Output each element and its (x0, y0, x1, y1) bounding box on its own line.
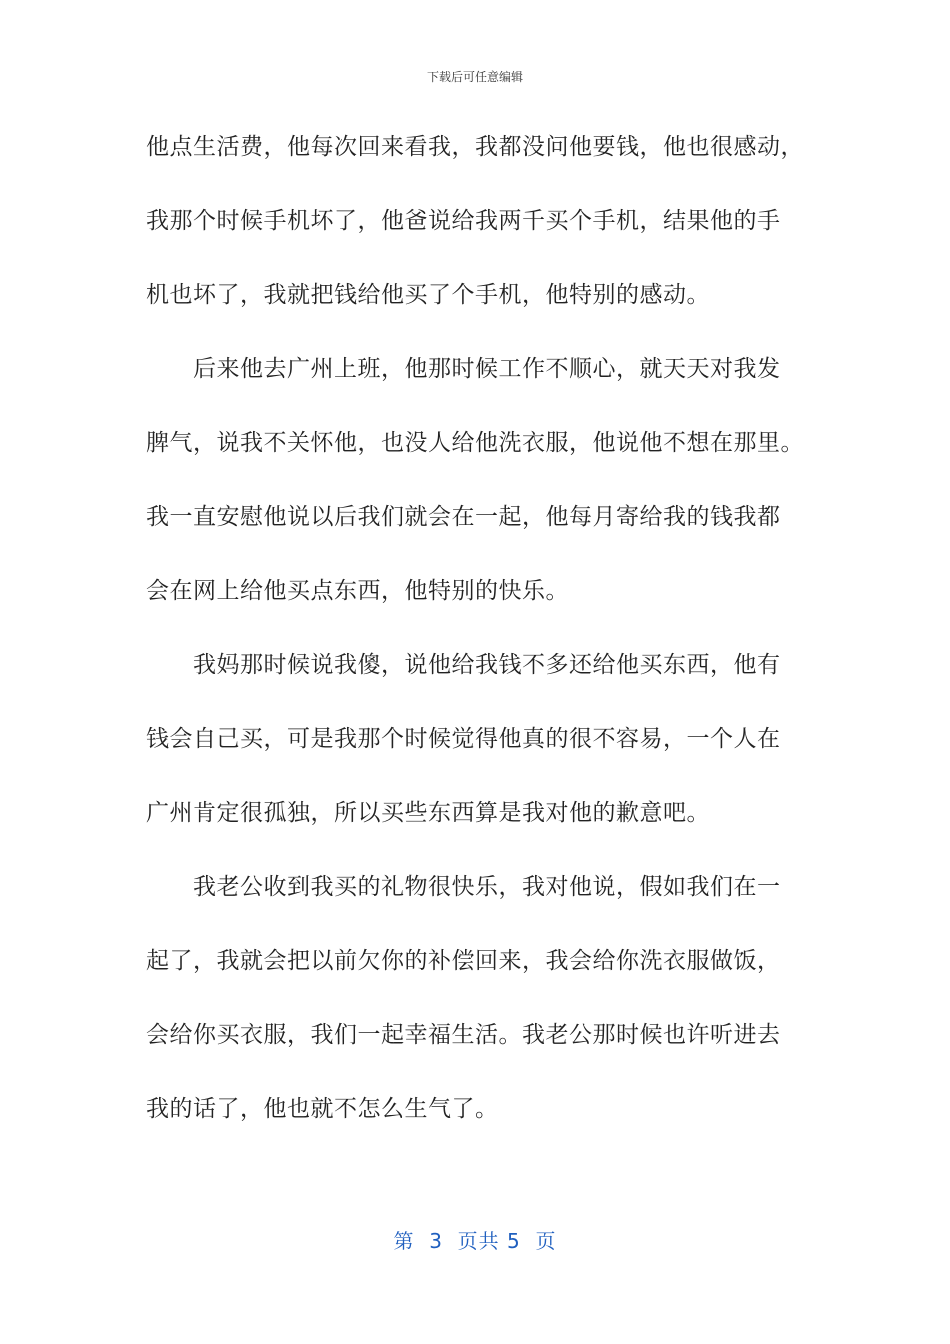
text-line: 钱会自己买，可是我那个时候觉得他真的很不容易，一个人在 (146, 726, 781, 752)
text-line: 我那个时候手机坏了，他爸说给我两千买个手机，结果他的手 (146, 208, 781, 234)
text-line: 会给你买衣服，我们一起幸福生活。我老公那时候也许听进去 (146, 1022, 781, 1048)
text-line: 起了，我就会把以前欠你的补偿回来，我会给你洗衣服做饭， (146, 948, 781, 974)
text-line: 广州肯定很孤独，所以买些东西算是我对他的歉意吧。 (146, 800, 710, 826)
text-line: 脾气，说我不关怀他，也没人给他洗衣服，他说他不想在那里。 (146, 430, 804, 456)
text-line: 他点生活费，他每次回来看我，我都没问他要钱，他也很感动， (146, 134, 804, 160)
header-note: 下载后可任意编辑 (426, 70, 523, 84)
text-line: 机也坏了，我就把钱给他买了个手机，他特别的感动。 (146, 282, 710, 308)
text-line: 我老公收到我买的礼物很快乐，我对他说，假如我们在一 (193, 874, 781, 900)
text-line: 我妈那时候说我傻，说他给我钱不多还给他买东西，他有 (193, 652, 781, 678)
document-body (146, 120, 810, 1156)
text-line: 我的话了，他也就不怎么生气了。 (146, 1096, 499, 1122)
text-line: 我一直安慰他说以后我们就会在一起，他每月寄给我的钱我都 (146, 504, 781, 530)
page-number: 第 3 页共 5 页 (393, 1229, 557, 1253)
text-line: 后来他去广州上班，他那时候工作不顺心，就天天对我发 (193, 356, 781, 382)
text-line: 会在网上给他买点东西，他特别的快乐。 (146, 578, 569, 604)
